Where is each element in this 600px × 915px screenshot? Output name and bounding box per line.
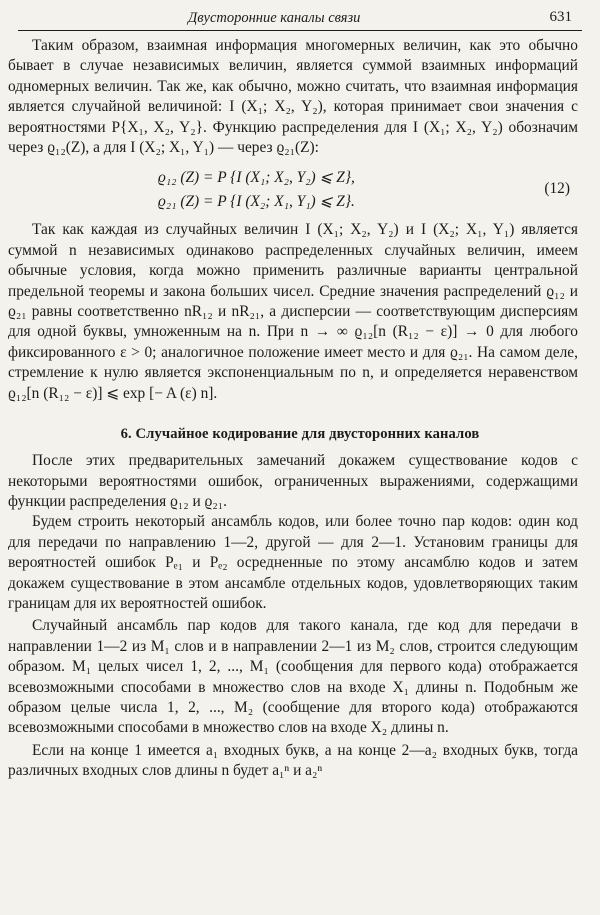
display-formula-12 xyxy=(0,166,600,214)
paragraph-random-ensemble: Случайный ансамбль пар кодов для такого канала, где код для передачи в направлении 1—2 из M₁ слов и в направлении 2—1 из M₂ слов, строится следующим образом. M₁ целых чисел 1, 2, ..., M₁ (сообщения для первого кода) отображается всевозможными способами в множество слов на входе X₁ длины n. Подобным же образом целые числа 1, 2, ..., M₂ (сообщение для второго кода) отображаются всевозможными способами в множество слов на входе X₂ длины n. xyxy=(8,617,578,737)
formula-line-rho21: ϱ₂₁ (Z) = P {I (X₂; X₁, Y₁) ⩽ Z}. xyxy=(158,193,355,211)
paragraph-limit-theorems: Так как каждая из случайных величин I (X₁; X₂, Y₂) и I (X₂; X₁, Y₁) является суммой n независимых одинаково распределенных случайных величин, имеем обычные условия, когда можно применить различные варианты центральной предельной теоремы и закона больших чисел. Средние значения распределений ϱ₁₂ и ϱ₂₁ равны соответственно nR₁₂ и nR₂₁, а дисперсии — соответствующим дисперсиям для одной буквы, умноженным на n. При n → ∞ ϱ₁₂[n (R₁₂ − ε)] → 0 для любого фиксированного ε > 0; аналогичное положение имеет место и для ϱ₂₁. На самом деле, стремление к нулю является экспоненциальным по n, и определяется неравенством ϱ₁₂[n (R₁₂ − ε)] ⩽ exp [− A (ε) n]. xyxy=(8,221,578,402)
page-number: 631 xyxy=(549,9,572,25)
paragraph-code-ensemble: Будем строить некоторый ансамбль кодов, или более точно пар кодов: один код для передачи по направлению 1—2, другой — для 2—1. Установим границы для вероятностей ошибок Pₑ₁ и Pₑ₂ осредненные по этому ансамблю кодов и затем докажем существование в этом ансамбле отдельных кодов, удовлетворяющих таким границам для их вероятностей ошибок. xyxy=(8,513,578,612)
paragraph-mutual-information: Таким образом, взаимная информация многомерных величин, как это обычно бывает в случае независимых величин, является суммой взаимных информаций одномерных величин. Так же, как обычно, можно считать, что взаимная информация является случайной величиной: I (X₁; X₂, Y₂), которая принимает свои значения с вероятностями P{X₁, X₂, Y₂}. Функцию распределения для I (X₁; X₂, Y₂) обозначим через ϱ₁₂(Z), а для I (X₂; X₁, Y₁) — через ϱ₂₁(Z): xyxy=(8,37,578,157)
page-body xyxy=(0,36,600,782)
formula-line-rho12: ϱ₁₂ (Z) = P {I (X₁; X₂, Y₂) ⩽ Z}, xyxy=(158,169,355,187)
paragraph-input-words: Если на конце 1 имеется a₁ входных букв, а на конце 2—a₂ входных букв, тогда различных входных слов длины n будет a₁ⁿ и a₂ⁿ xyxy=(8,741,578,780)
equation-number: (12) xyxy=(544,180,570,198)
section-heading: 6. Случайное кодирование для двусторонних каналов xyxy=(120,426,480,443)
running-title: Двусторонние каналы связи xyxy=(188,10,361,26)
paragraph-preliminary: После этих предварительных замечаний докажем существование кодов с некоторыми вероятностями ошибок, ограниченных выражениями, содержащими функции распределения ϱ₁₂ и ϱ₂₁. xyxy=(8,452,578,510)
running-header xyxy=(18,8,582,31)
